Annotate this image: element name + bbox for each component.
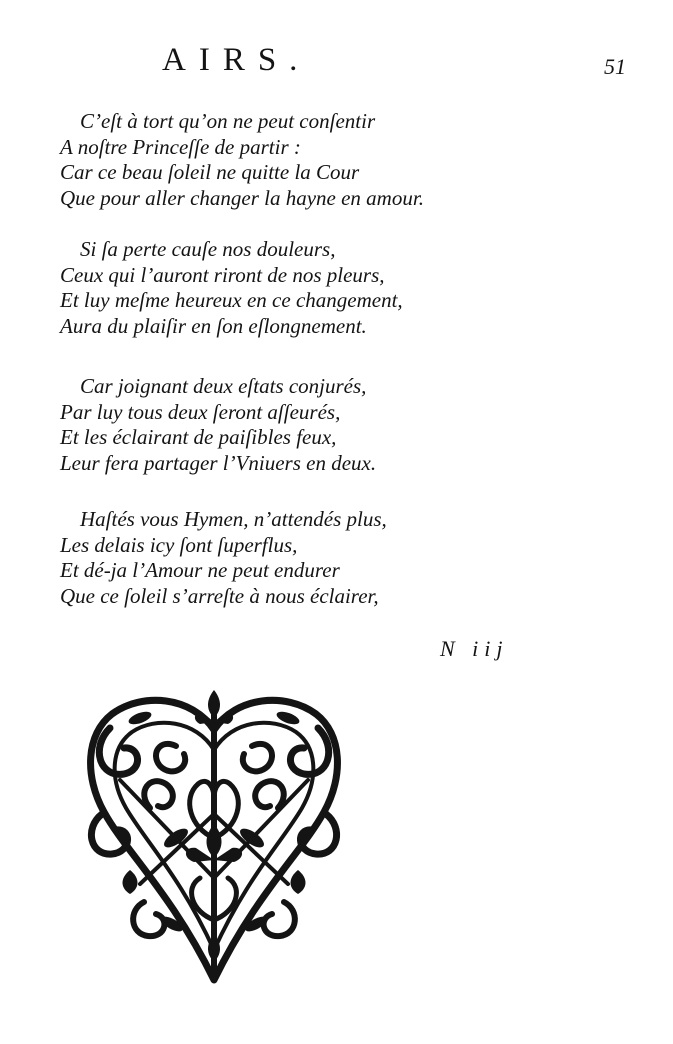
verse-line: Aura du plaiſir en ſon eſlongnement. (60, 313, 367, 338)
verse-line: Car ce beau ſoleil ne quitte la Cour (60, 160, 360, 184)
verse-line: Car joignant deux eſtats conjurés, (80, 374, 367, 398)
verse-line: Ceux qui l’auront riront de nos pleurs, (60, 262, 385, 287)
heart-shaped-fleuron-icon (80, 688, 348, 990)
stanza (60, 507, 580, 609)
verse-line: Leur fera partager l’Vniuers en deux. (60, 450, 377, 475)
running-head-title: AIRS. (162, 42, 311, 78)
verse-line: Si ſa perte cauſe nos douleurs, (80, 237, 336, 261)
stanza (60, 374, 580, 476)
verse-line: Que pour aller changer la hayne en amour. (60, 185, 424, 210)
verse-line: C’eſt à tort qu’on ne peut conſentir (80, 109, 376, 133)
verse-line: Les delais icy ſont ſuperflus, (60, 532, 298, 557)
verse-line: A noſtre Princeſſe de partir : (60, 134, 301, 159)
verse-line: Par luy tous deux ſeront aſſeurés, (60, 399, 341, 424)
verse-line: Que ce ſoleil s’arreſte à nous éclairer, (60, 583, 379, 608)
signature-mark: N iij (440, 636, 509, 661)
verse-line: Et dé-ja l’Amour ne peut endurer (60, 558, 340, 582)
verse-line: Haſtés vous Hymen, n’attendés plus, (80, 507, 387, 531)
page-number: 51 (604, 54, 626, 79)
stanza (60, 109, 580, 211)
verse-line: Et luy meſme heureux en ce changement, (60, 288, 403, 312)
stanza (60, 237, 580, 339)
verse-line: Et les éclairant de paiſibles feux, (60, 425, 337, 449)
